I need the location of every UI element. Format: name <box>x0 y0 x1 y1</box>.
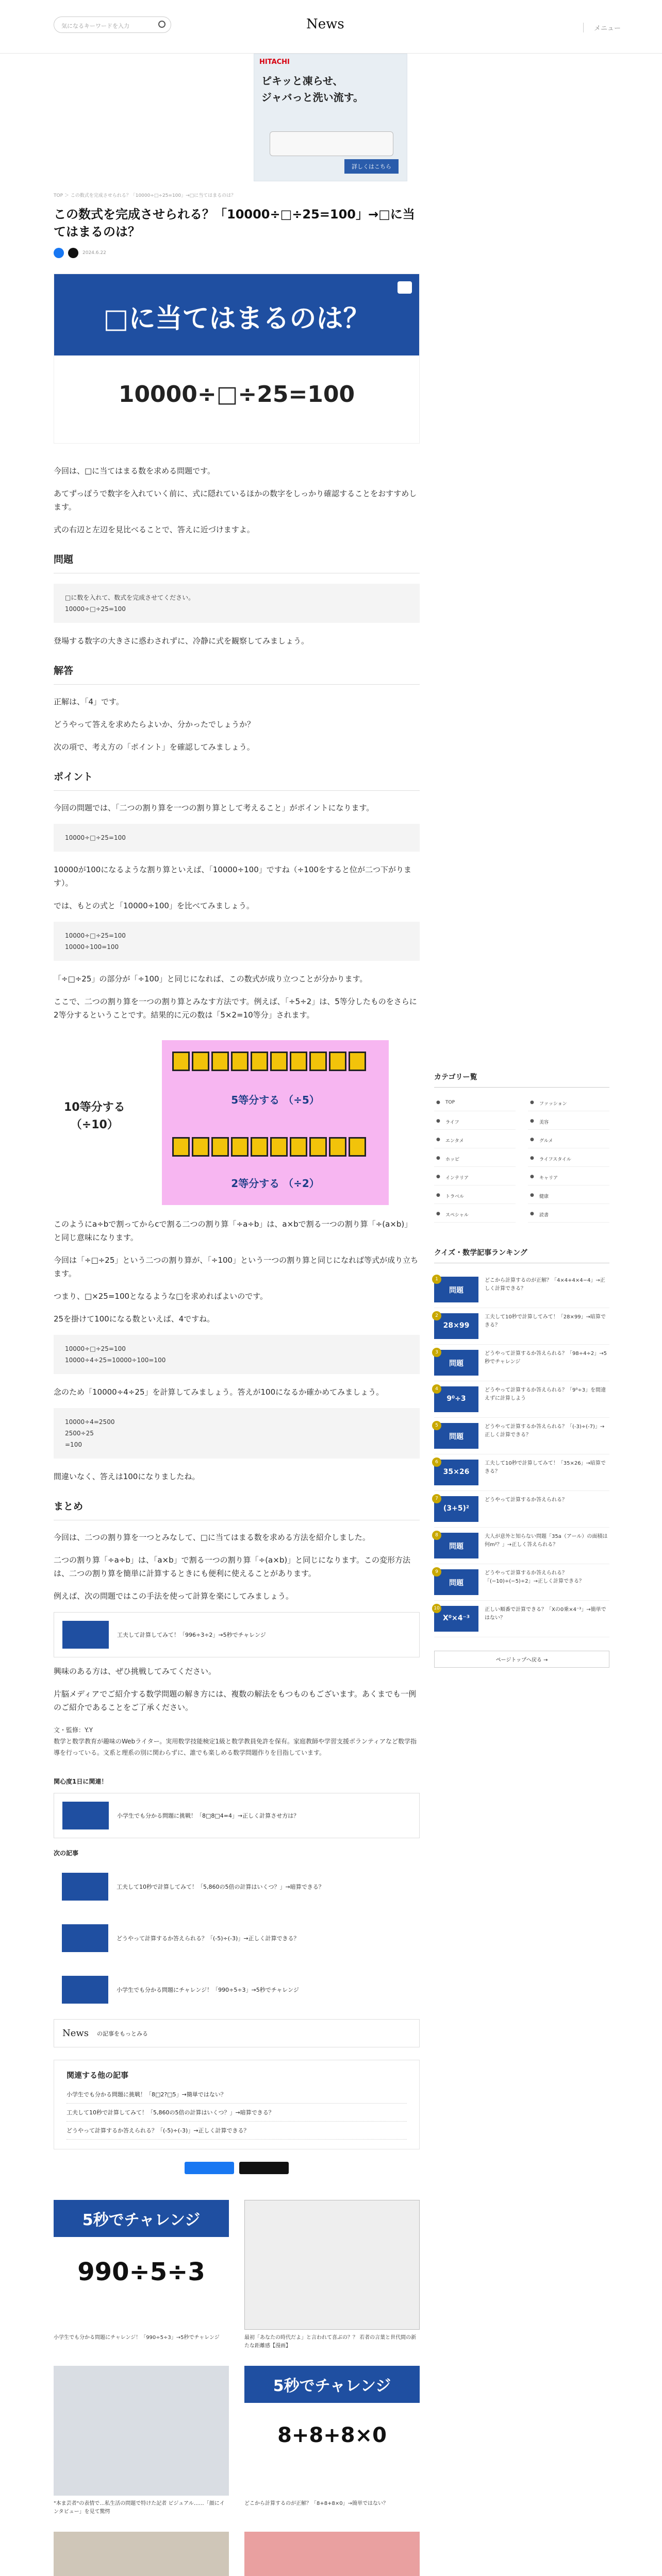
next-article[interactable]: 工夫して10秒で計算してみて！「5,860の5倍の計算はいくつ？」→暗算できる？ <box>54 1865 420 1909</box>
figure-bottom-label: 2等分する （÷2） <box>231 1177 320 1190</box>
ranking-list <box>434 1272 609 1637</box>
body-text: 25を掛けて100になる数といえば、4ですね。 <box>54 1314 215 1324</box>
chat-icon <box>398 281 412 294</box>
intro-text: 式の右辺と左辺を見比べることで、答えに近づけますよ。 <box>54 525 255 534</box>
category-item[interactable]: ● スペシャル <box>434 1207 516 1223</box>
recommend-tile[interactable]: 5秒でチャレンジ 8+8+8×0 どこから計算するのが正解？「8+8+8×0」→簡単ではない？ <box>244 2366 420 2516</box>
breadcrumb[interactable]: TOP ＞ この数式を完成させられる？「10000÷□÷25=100」→□に当てはまるのは？ <box>54 193 236 198</box>
card-thumbnail <box>62 1924 108 1952</box>
body-text: 二つの割り算「÷a÷b」は、「a×b」で割る一つの割り算「÷(a×b)」と同じになります。この変形方法は、二つの割り算を簡単に計算するときにも便利に使えることがあります。 <box>54 1555 410 1578</box>
hero-image <box>54 274 420 444</box>
category-item[interactable]: ● 健康 <box>528 1189 609 1204</box>
next-label: 次の記事 <box>54 1850 79 1857</box>
body-text: 念のため「10000÷4÷25」を計算してみましょう。答えが100になるか確かめてみましょう。 <box>54 1387 384 1397</box>
card-thumbnail <box>62 1976 108 2004</box>
article <box>54 185 420 2576</box>
related-link[interactable]: 小学生でも分かる問題に挑戦！「8□2?□5」→簡単ではない？ <box>67 2086 407 2104</box>
recommend-tile[interactable]: 最初「あなたの時代だよ」と言われて喜ぶの？？ 若者の言葉と世代間の新たな距離感【漫画】 <box>244 2200 420 2350</box>
ranking-item[interactable]: 1 問題 どこから計算するのが正解？「4×4+4×4−4」→正しく計算できる？ <box>434 1272 609 1308</box>
x-share-button[interactable] <box>239 2162 289 2174</box>
body-text: 次の項で、考え方の「ポイント」を確認してみましょう。 <box>54 742 255 752</box>
intro-text: 今回は、□に当てはまる数を求める問題です。 <box>54 466 215 476</box>
related-articles <box>54 2060 420 2149</box>
menu-button[interactable]: メニュー <box>583 23 621 32</box>
facebook-icon[interactable] <box>54 248 64 258</box>
body-text: 今回は「÷□÷25」という二つの割り算が、「÷100」という一つの割り算と同じになれば等式が成り立ちます。 <box>54 1256 419 1278</box>
category-item[interactable]: ● 読書 <box>528 1207 609 1223</box>
body-text: では、もとの式と「10000÷100」を比べてみましょう。 <box>54 901 254 910</box>
ranking-item[interactable]: 4 9⁰÷3 どうやって計算するか答えられる？「9⁰÷3」を間違えずに計算しよう <box>434 1381 609 1418</box>
category-list <box>434 1096 609 1223</box>
body-text: つまり、□×25=100となるような□を求めればよいのです。 <box>54 1292 268 1301</box>
hero-equation: 10000÷□÷25=100 <box>118 381 355 408</box>
author-block: 文・監修：Y.Y 数学と数学教育が趣味のWebライター。実用数学技能検定1級と数学教員免許を保有。家庭教師や学習支援ボランティアなど数学指導を行っている。文系と理系の別に関わらずに、誰でも楽しめる数学問題作りを目指しています。 <box>54 1726 417 1756</box>
header <box>0 0 662 54</box>
formula-box: 10000÷4=2500 2500÷25 =100 <box>54 1408 420 1459</box>
body-text: このようにa÷bで割ってからcで割る二つの割り算「÷a÷b」は、a×bで割る一つの割り算「÷(a×b)」と同じ意味になります。 <box>54 1219 412 1242</box>
card-thumbnail <box>62 1802 109 1829</box>
share-bar <box>54 2162 420 2174</box>
category-item[interactable]: ● グルメ <box>528 1133 609 1148</box>
figure-left-label: 10等分する （÷10） <box>64 1101 125 1131</box>
formula-box: 10000÷□÷25=100 <box>54 824 420 852</box>
ad-banner[interactable] <box>254 54 407 181</box>
category-item[interactable]: ● ファッション <box>528 1096 609 1111</box>
body-text: 正解は、「4」です。 <box>54 697 124 706</box>
next-article[interactable]: 小学生でも分かる問題にチャレンジ！「990÷5÷3」→5秒でチャレンジ <box>54 1968 420 2012</box>
ranking-item[interactable]: 8 問題 大人が意外と知らない問題「35a（アール）の面積は何m²？」→正しく答えられる？ <box>434 1528 609 1564</box>
recommend-tile[interactable] <box>244 2532 420 2576</box>
body-text: 間違いなく、答えは100になりましたね。 <box>54 1472 200 1481</box>
figure-panel <box>162 1040 389 1205</box>
facebook-share-button[interactable] <box>185 2162 234 2174</box>
site-logo[interactable]: News <box>306 16 344 32</box>
ranking-item[interactable]: 2 28×99 工夫して10秒で計算してみて！「28×99」→暗算できる？ <box>434 1308 609 1345</box>
body-text: 興味のある方は、ぜひ挑戦してみてください。 <box>54 1667 217 1676</box>
ad-product-image <box>270 131 393 156</box>
hero-band-text: □に当てはまるのは？ <box>103 303 370 334</box>
search-icon[interactable] <box>158 21 166 28</box>
related-link[interactable]: 工夫して10秒で計算してみて！「5,860の5倍の計算はいくつ？」→暗算できる？ <box>67 2104 407 2122</box>
formula-box: 10000÷□÷25=100 10000÷4÷25=10000÷100=100 <box>54 1335 420 1374</box>
body-text: 例えば、次の問題ではこの手法を使って計算を楽にしてみましょう。 <box>54 1591 294 1601</box>
page-top-button[interactable]: ページトップへ戻る → <box>434 1651 609 1668</box>
related-heading: 関連する他の記事 <box>67 2071 129 2080</box>
section-heading: 解答 <box>54 663 420 685</box>
category-item[interactable]: ● トラベル <box>434 1189 516 1204</box>
page-title: この数式を完成させられる？「10000÷□÷25=100」→□に当てはまるのは？ <box>54 207 415 239</box>
popular-label: 関心度1日に関連！ <box>54 1778 108 1785</box>
card-thumbnail <box>62 1873 108 1901</box>
formula-box: 10000÷□÷25=100 10000÷100=100 <box>54 922 420 961</box>
figure-mid-label: 5等分する （÷5） <box>231 1094 320 1106</box>
recommend-tile[interactable] <box>54 2532 229 2576</box>
more-articles-link[interactable]: News の記事をもっとみる <box>54 2019 420 2047</box>
ranking-item[interactable]: 3 問題 どうやって計算するか答えられる？「98÷4÷2」→5秒でチャレンジ <box>434 1345 609 1381</box>
article-meta <box>54 248 420 258</box>
disclaimer-text: 片脳メディアでご紹介する数学問題の解き方には、複数の解法をもつものもございます。あくまでも一例のご紹介であることをご了承ください。 <box>54 1689 417 1712</box>
sidebar <box>434 1072 609 1668</box>
body-text: 登場する数字の大きさに惑わされずに、冷静に式を観察してみましょう。 <box>54 636 309 646</box>
recommend-tile[interactable]: 5秒でチャレンジ 990÷5÷3 小学生でも分かる問題にチャレンジ！「990÷5÷3」→5秒でチャレンジ <box>54 2200 229 2350</box>
search-input[interactable]: 気になるキーワードを入力 <box>54 16 171 33</box>
popular-card[interactable]: 小学生でも分かる問題に挑戦！「8□8□4=4」→正しく計算させ方は？ <box>54 1793 420 1838</box>
category-item[interactable]: ● インテリア <box>434 1170 516 1185</box>
body-text: ここで、二つの割り算を一つの割り算とみなす方法です。例えば、「÷5÷2」は、5等分したものをさらに2等分するということです。結果的に元の数は「5×2=10等分」されます。 <box>54 997 417 1020</box>
category-item[interactable]: ● ライフスタイル <box>528 1151 609 1167</box>
body-text: 今回は、二つの割り算を一つとみなして、□に当てはまる数を求める方法を紹介しました。 <box>54 1533 370 1542</box>
body-text: 今回の問題では、「二つの割り算を一つの割り算として考えること」がポイントになります。 <box>54 803 374 812</box>
article-date: 2024.6.22 <box>82 250 106 256</box>
section-heading: まとめ <box>54 1499 420 1520</box>
linked-article-card[interactable]: 工夫して計算してみて！「996÷3÷2」→5秒でチャレンジ <box>54 1612 420 1657</box>
recommend-tile[interactable]: "本ま芸者"の表情で…私生活の問題で特けた記者 ビジュアル……「顔にインタビュー」を見て驚愕 <box>54 2366 229 2516</box>
category-item[interactable]: ● 美容 <box>528 1114 609 1130</box>
intro-text: あてずっぽうで数字を入れていく前に、式に隠れているほかの数字をしっかり確認することをおすすめします。 <box>54 489 417 512</box>
x-icon[interactable] <box>68 248 78 258</box>
category-item[interactable]: ● TOP <box>434 1096 516 1111</box>
section-heading: ポイント <box>54 769 420 791</box>
recommend-grid <box>54 2200 420 2576</box>
body-text: 「÷□÷25」の部分が「÷100」と同じになれば、この数式が成り立つことが分かります。 <box>54 974 368 984</box>
ad-more-button[interactable]: 詳しくはこちら <box>344 159 399 174</box>
problem-box: □に数を入れて、数式を完成させてください。 10000÷□÷25=100 <box>54 584 420 623</box>
related-link[interactable]: どうやって計算するか答えられる？「(-5)÷(-3)」→正しく計算できる？ <box>67 2122 407 2140</box>
ranking-heading: クイズ・数学記事ランキング <box>434 1247 609 1263</box>
category-item[interactable]: ● キャリア <box>528 1170 609 1185</box>
body-text: どうやって答えを求めたらよいか、分かったでしょうか？ <box>54 720 255 729</box>
section-heading: 問題 <box>54 552 420 573</box>
ad-brand: HITACHI <box>259 58 290 66</box>
ranking-item[interactable]: 5 問題 どうやって計算するか答えられる？「(-3)÷(-7)」→正しく計算できる？ <box>434 1418 609 1454</box>
category-item[interactable]: ● ホッピ <box>434 1151 516 1167</box>
card-thumbnail <box>62 1621 109 1649</box>
category-item[interactable]: ● エンタメ <box>434 1133 516 1148</box>
ranking-item[interactable]: 9 問題 どうやって計算するか答えられる？「(−10)÷(−5)÷2」→正しく計算できる？ <box>434 1564 609 1601</box>
ranking-item[interactable]: 10 X⁰×4⁻³ 正しい順番で計算できる？「Xの0乗×4⁻³」→簡単ではない？ <box>434 1601 609 1637</box>
ranking-item[interactable]: 7 (3+5)² どうやって計算するか答えられる？ <box>434 1491 609 1528</box>
next-article[interactable]: どうやって計算するか答えられる？「(-5)÷(-3)」→正しく計算できる？ <box>54 1916 420 1960</box>
ad-headline: ピキッと凍らせ、 ジャバっと洗い流す。 <box>261 75 363 104</box>
ranking-item[interactable]: 6 35×26 工夫して10秒で計算してみて！「35×26」→暗算できる？ <box>434 1454 609 1491</box>
category-heading: カテゴリー覧 <box>434 1072 609 1088</box>
body-text: 10000が100になるような割り算といえば、「10000÷100」ですね（÷100をすると位が二つ下がります）。 <box>54 865 411 888</box>
division-figure <box>54 1037 420 1202</box>
category-item[interactable]: ● ライフ <box>434 1114 516 1130</box>
